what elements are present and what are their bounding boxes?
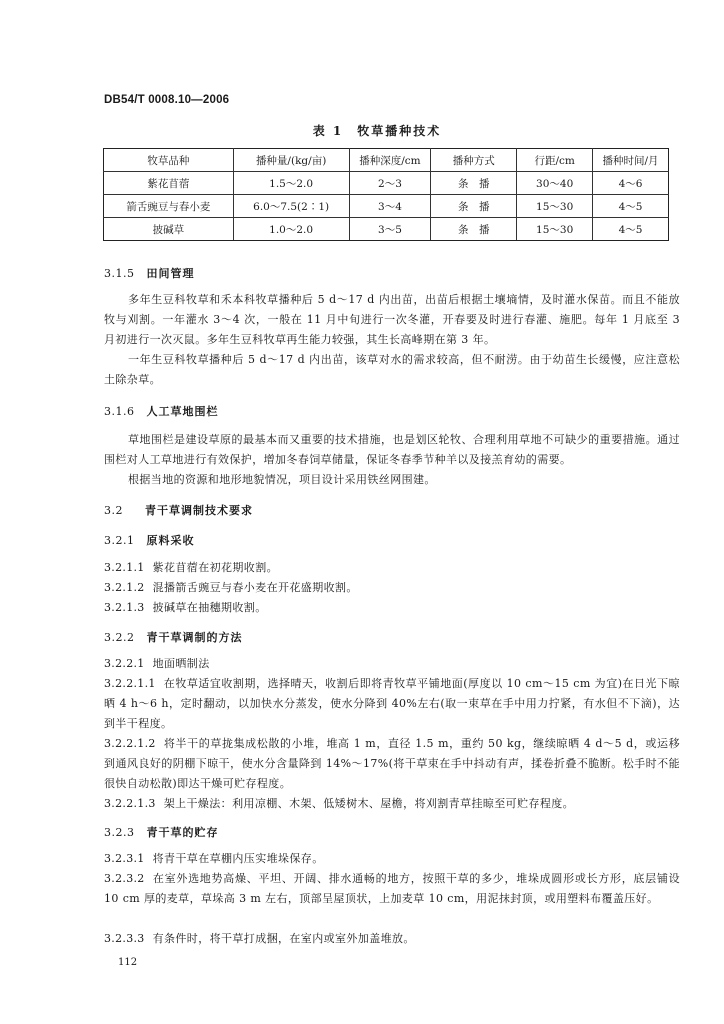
table-cell: 1.5～2.0 [233, 172, 349, 195]
table-row [104, 218, 669, 241]
table-cell: 条 播 [431, 172, 517, 195]
page-number: 112 [118, 957, 138, 968]
table-cell: 1.0～2.0 [233, 218, 349, 241]
table-row [104, 172, 669, 195]
sowing-technique-table [103, 148, 669, 241]
column-header: 播种深度/cm [349, 149, 431, 172]
section-heading-3-2-2 [104, 629, 243, 645]
item-text: 有条件时，将干草打成捆，在室内或室外加盖堆放。 [152, 932, 415, 945]
section-heading-3-2 [104, 502, 253, 518]
list-item [104, 929, 680, 949]
table-cell: 4～5 [593, 218, 669, 241]
item-number: 3.2.3.1 [104, 852, 145, 865]
section-heading-3-1-6 [104, 403, 219, 419]
column-header: 播种时间/月 [593, 149, 669, 172]
list-item [104, 734, 680, 794]
column-header: 行距/cm [517, 149, 593, 172]
table-cell: 3～4 [349, 195, 431, 218]
table-cell: 3～5 [349, 218, 431, 241]
section-title: 人工草地围栏 [146, 405, 219, 418]
table-cell: 披碱草 [104, 218, 234, 241]
section-title: 青干草调制的方法 [146, 631, 243, 644]
table-header-row [104, 149, 669, 172]
table-caption: 表 1 牧草播种技术 [312, 124, 442, 138]
section-title: 田间管理 [146, 267, 195, 280]
section-number: 3.2.1 [104, 534, 135, 547]
subsection-title: 地面晒制法 [152, 657, 210, 670]
section-number: 3.1.5 [104, 267, 135, 280]
item-number: 3.2.2.1.3 [104, 797, 156, 810]
document-id: DB54/T 0008.10—2006 [104, 94, 230, 106]
table-cell: 条 播 [431, 195, 517, 218]
section-title: 原料采收 [146, 534, 195, 547]
list-item [104, 794, 680, 814]
column-header: 播种量/(kg/亩) [233, 149, 349, 172]
paragraph: 一年生豆科牧草播种后 5 d～17 d 内出苗，该草对水的需求较高，但不耐涝。由于幼苗生长缓慢，应注意松土除杂草。 [104, 353, 680, 386]
list-item [104, 869, 680, 909]
section-heading-3-1-5 [104, 265, 195, 281]
section-title: 青干草的贮存 [146, 826, 219, 839]
table-cell: 2～3 [349, 172, 431, 195]
table-row [104, 195, 669, 218]
section-heading-3-2-3 [104, 824, 219, 840]
section-number: 3.2.2 [104, 631, 135, 644]
section-number: 3.2.3 [104, 826, 135, 839]
table-cell: 6.0～7.5(2∶1) [233, 195, 349, 218]
item-text: 架上干燥法：利用凉棚、木架、低矮树木、屋檐，将刈割青草挂晾至可贮存程度。 [163, 797, 575, 810]
item-text: 紫花苜蓿在初花期收割。 [152, 561, 278, 574]
item-text: 将半干的草拢集成松散的小堆，堆高 1 m，直径 1.5 m，重约 50 kg，继续晾晒 4 d～5 d，或运移到通风良好的阴棚下晾干，使水分含量降到 14%～17%(将干草束在手中抖动有声，揉卷折叠不脆断。松手时不能很快自动松散)即达干燥可贮存程度。 [104, 737, 680, 790]
section-title: 青干草调制技术要求 [145, 504, 253, 517]
list-item [104, 578, 680, 598]
section-heading-3-2-1 [104, 532, 195, 548]
paragraph: 草地围栏是建设草原的最基本而又重要的技术措施，也是划区轮牧、合理利用草地不可缺少的重要措施。通过围栏对人工草地进行有效保护，增加冬春饲草储量，保证冬春季节种羊以及接羔育幼的需要。 [104, 433, 680, 466]
table-cell: 4～6 [593, 172, 669, 195]
item-number: 3.2.2.1 [104, 657, 145, 670]
paragraph: 根据当地的资源和地形地貌情况，项目设计采用铁丝网围建。 [128, 473, 436, 486]
item-number: 3.2.2.1.1 [104, 677, 156, 690]
list-item [104, 558, 680, 578]
table-cell: 30～40 [517, 172, 593, 195]
item-text: 披碱草在抽穗期收割。 [152, 601, 267, 614]
column-header: 牧草品种 [104, 149, 234, 172]
section-number: 3.1.6 [104, 405, 135, 418]
item-number: 3.2.2.1.2 [104, 737, 156, 750]
table-cell: 紫花苜蓿 [104, 172, 234, 195]
list-item [104, 598, 680, 618]
list-item [104, 849, 680, 869]
list-item [104, 674, 680, 734]
item-text: 混播箭舌豌豆与春小麦在开花盛期收割。 [152, 581, 358, 594]
table-cell: 15～30 [517, 195, 593, 218]
item-text: 将青干草在草棚内压实堆垛保存。 [152, 852, 324, 865]
table-cell: 15～30 [517, 218, 593, 241]
section-number: 3.2 [104, 504, 123, 517]
paragraph: 多年生豆科牧草和禾本科牧草播种后 5 d～17 d 内出苗，出苗后根据土壤墒情，及时灌水保苗。而且不能放牧与刈割。一年灌水 3～4 次，一般在 11 月中旬进行一次冬灌，开春要及时进行春灌、施肥。每年 1 月底至 3 月初进行一次灭鼠。多年生豆科牧草再生能力较强，其生长高峰期在第 3 年。 [104, 293, 680, 346]
item-number: 3.2.1.2 [104, 581, 145, 594]
column-header: 播种方式 [431, 149, 517, 172]
item-number: 3.2.1.3 [104, 601, 145, 614]
item-text: 在室外选地势高燥、平坦、开阔、排水通畅的地方，按照干草的多少，堆垛成圆形或长方形，底层铺设 10 cm 厚的麦草，草垛高 3 m 左右，顶部呈屋顶状，上加麦草 10 cm，用泥抹封顶，或用塑料布覆盖压好。 [104, 872, 680, 905]
item-number: 3.2.3.2 [104, 872, 145, 885]
item-number: 3.2.1.1 [104, 561, 145, 574]
table-cell: 条 播 [431, 218, 517, 241]
table-cell: 4～5 [593, 195, 669, 218]
subsection-heading-3-2-2-1 [104, 654, 680, 674]
item-text: 在牧草适宜收割期，选择晴天，收割后即将青牧草平铺地面(厚度以 10 cm～15 cm 为宜)在日光下晾晒 4 h～6 h，定时翻动，以加快水分蒸发，使水分降到 40%左右(取一束草在手中用力拧紧，有水但不下滴)，达到半干程度。 [104, 677, 680, 730]
item-number: 3.2.3.3 [104, 932, 145, 945]
table-cell: 箭舌豌豆与春小麦 [104, 195, 234, 218]
